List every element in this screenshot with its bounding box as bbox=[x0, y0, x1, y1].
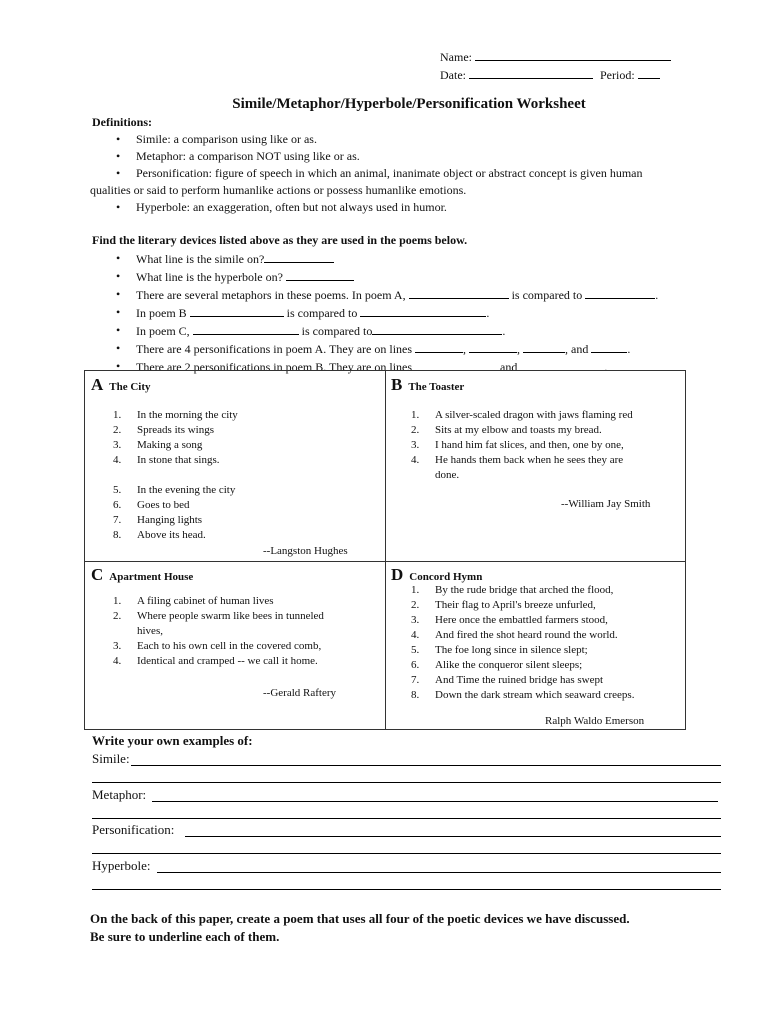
name-field[interactable] bbox=[475, 48, 671, 61]
poem-line: 1. A silver-scaled dragon with jaws flaming red bbox=[411, 409, 633, 421]
poem-line: 3. Making a song bbox=[113, 439, 203, 451]
answer-blank[interactable] bbox=[415, 340, 463, 353]
metaphor-line-2[interactable] bbox=[92, 818, 721, 819]
poem-letter: C bbox=[91, 565, 104, 584]
answer-blank[interactable] bbox=[360, 304, 486, 317]
personification-line-2[interactable] bbox=[92, 853, 721, 854]
poem-lines bbox=[411, 408, 681, 483]
poem-lines bbox=[411, 583, 681, 703]
question-simile: • What line is the simile on? bbox=[90, 250, 730, 268]
date-label: Date: bbox=[440, 68, 466, 82]
poem-letter: D bbox=[391, 565, 404, 584]
find-heading: Find the literary devices listed above as they are used in the poems below. bbox=[92, 233, 468, 247]
footer-instruction-2: Be sure to underline each of them. bbox=[90, 929, 280, 944]
footer-instruction-1: On the back of this paper, create a poem that uses all four of the poetic devices we have discussed. bbox=[90, 911, 630, 926]
poem-line-cont: hives, bbox=[137, 625, 163, 637]
question-metaphor-c: • In poem C, is compared to . bbox=[90, 322, 730, 340]
poem-title: Concord Hymn bbox=[409, 571, 483, 583]
date-row bbox=[440, 66, 660, 83]
definition-simile: • Simile: a comparison using like or as. bbox=[90, 131, 730, 148]
poem-title: The City bbox=[109, 381, 151, 393]
personification-label: Personification: bbox=[92, 822, 175, 837]
hyperbole-line-2[interactable] bbox=[92, 889, 721, 890]
poem-line: 7. And Time the ruined bridge has swept bbox=[411, 674, 604, 686]
simile-line-2[interactable] bbox=[92, 782, 721, 783]
poem-author: Ralph Waldo Emerson bbox=[545, 715, 645, 727]
poem-line: 8. Down the dark stream which seaward creeps. bbox=[411, 689, 635, 701]
poem-line: 2. Spreads its wings bbox=[113, 424, 214, 436]
poem-line: 3. I hand him fat slices, and then, one by one, bbox=[411, 439, 624, 451]
poem-d bbox=[391, 565, 681, 703]
simile-line[interactable] bbox=[131, 765, 721, 766]
poem-line: 4. Identical and cramped -- we call it home. bbox=[113, 655, 318, 667]
date-field[interactable] bbox=[469, 66, 593, 79]
name-row bbox=[440, 48, 671, 65]
poem-line: 7. Hanging lights bbox=[113, 514, 203, 526]
poem-line: 2. Sits at my elbow and toasts my bread. bbox=[411, 424, 602, 436]
grid-divider-vertical bbox=[385, 371, 386, 729]
poem-c bbox=[91, 565, 381, 669]
poem-letter: B bbox=[391, 375, 403, 394]
answer-blank[interactable] bbox=[286, 268, 354, 281]
poem-b bbox=[391, 375, 681, 483]
answer-blank[interactable] bbox=[523, 340, 565, 353]
definition-personification-cont: qualities or said to perform humanlike actions or possess humanlike emotions. bbox=[90, 183, 467, 197]
metaphor-line[interactable] bbox=[152, 801, 718, 802]
poem-line: 6. Alike the conqueror silent sleeps; bbox=[411, 659, 583, 671]
simile-label: Simile: bbox=[92, 751, 130, 766]
poem-author: --William Jay Smith bbox=[561, 498, 651, 510]
write-heading: Write your own examples of: bbox=[92, 733, 253, 748]
question-hyperbole: • What line is the hyperbole on? bbox=[90, 268, 730, 286]
answer-blank[interactable] bbox=[190, 304, 284, 317]
poem-line: 1. A filing cabinet of human lives bbox=[113, 595, 274, 607]
period-label: Period: bbox=[600, 68, 635, 82]
answer-blank[interactable] bbox=[193, 322, 299, 335]
page-title: Simile/Metaphor/Hyperbole/Personification Worksheet bbox=[232, 96, 586, 112]
personification-line[interactable] bbox=[185, 836, 721, 837]
poem-line: 4. And fired the shot heard round the world. bbox=[411, 629, 618, 641]
hyperbole-label: Hyperbole: bbox=[92, 858, 151, 873]
poem-line: 1. By the rude bridge that arched the flood, bbox=[411, 584, 614, 596]
definition-metaphor: • Metaphor: a comparison NOT using like or as. bbox=[90, 148, 730, 165]
metaphor-label: Metaphor: bbox=[92, 787, 147, 802]
question-personification-a: • There are 4 personifications in poem A. They are on lines , , , and . bbox=[90, 340, 730, 358]
poem-line: 2. Where people swarm like bees in tunneled bbox=[113, 610, 324, 622]
period-field[interactable] bbox=[638, 66, 660, 79]
poem-line: 5. In the evening the city bbox=[113, 484, 236, 496]
answer-blank[interactable] bbox=[264, 250, 334, 263]
answer-blank[interactable] bbox=[585, 286, 655, 299]
hyperbole-line[interactable] bbox=[157, 872, 721, 873]
poem-line: 5. The foe long since in silence slept; bbox=[411, 644, 588, 656]
answer-blank[interactable] bbox=[409, 286, 509, 299]
answer-blank[interactable] bbox=[591, 340, 627, 353]
stanza-gap bbox=[113, 468, 379, 483]
definition-hyperbole: • Hyperbole: an exaggeration, often but not always used in humor. bbox=[90, 199, 730, 216]
question-metaphor-b: • In poem B is compared to . bbox=[90, 304, 730, 322]
answer-blank[interactable] bbox=[469, 340, 517, 353]
poem-line: 4. He hands them back when he sees they are bbox=[411, 454, 624, 466]
poem-letter: A bbox=[91, 375, 104, 394]
poem-lines bbox=[113, 594, 381, 669]
poem-title: The Toaster bbox=[408, 381, 465, 393]
definitions-list bbox=[90, 131, 730, 216]
poem-line: 8. Above its head. bbox=[113, 529, 206, 541]
poem-line: 1. In the morning the city bbox=[113, 409, 238, 421]
poem-line: 4. In stone that sings. bbox=[113, 454, 220, 466]
poem-line-cont: done. bbox=[435, 469, 460, 481]
name-label: Name: bbox=[440, 50, 472, 64]
poem-lines bbox=[113, 408, 379, 543]
poem-line: 3. Each to his own cell in the covered comb, bbox=[113, 640, 322, 652]
questions-list bbox=[90, 250, 730, 376]
poem-line: 2. Their flag to April's breeze unfurled, bbox=[411, 599, 596, 611]
poem-author: --Langston Hughes bbox=[263, 545, 348, 557]
poem-a bbox=[91, 375, 379, 543]
poems-grid bbox=[84, 370, 686, 730]
answer-blank[interactable] bbox=[372, 322, 502, 335]
poem-title: Apartment House bbox=[109, 571, 194, 583]
question-personification-b: • There are 2 personifications in poem B. They are on lines and . bbox=[90, 358, 730, 376]
poem-line: 6. Goes to bed bbox=[113, 499, 190, 511]
grid-divider-horizontal bbox=[85, 561, 685, 562]
question-metaphor-a: • There are several metaphors in these poems. In poem A, is compared to . bbox=[90, 286, 730, 304]
poem-line: 3. Here once the embattled farmers stood, bbox=[411, 614, 608, 626]
poem-author: --Gerald Raftery bbox=[263, 687, 336, 699]
definition-personification: • Personification: figure of speech in which an animal, inanimate object or abstract concept is given human bbox=[90, 165, 730, 182]
definitions-heading: Definitions: bbox=[92, 115, 152, 129]
